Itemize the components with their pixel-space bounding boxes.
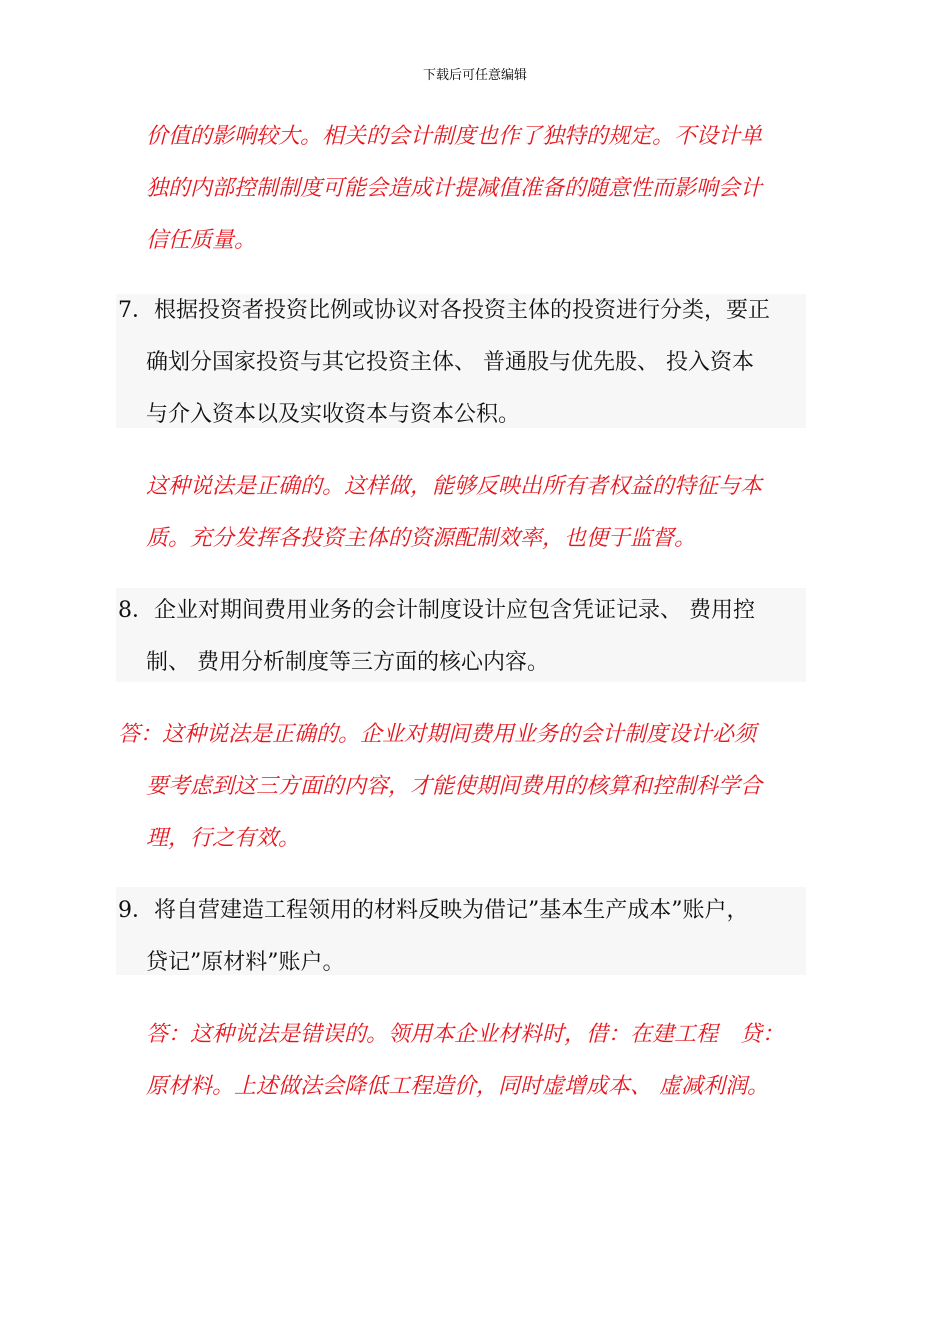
question-7-line-2: 确划分国家投资与其它投资主体、 普通股与优先股、 投入资本	[146, 350, 754, 375]
question-9-line-1: 9．将自营建造工程领用的材料反映为借记”基本生产成本”账户，	[118, 898, 749, 923]
answer-9-line-2: 原材料。上述做法会降低工程造价，同时虚增成本、 虚减利润。	[146, 1074, 769, 1099]
question-9-line-2: 贷记”原材料”账户。	[146, 950, 345, 975]
intro-answer-line-3: 信任质量。	[146, 228, 257, 253]
question-8-line-2: 制、 费用分析制度等三方面的核心内容。	[146, 650, 549, 675]
intro-answer-line-1: 价值的影响较大。相关的会计制度也作了独特的规定。不设计单	[146, 124, 763, 149]
answer-7-line-1: 这种说法是正确的。这样做，能够反映出所有者权益的特征与本	[146, 474, 763, 499]
question-7-line-1: 7．根据投资者投资比例或协议对各投资主体的投资进行分类，要正	[118, 298, 770, 323]
answer-9-line-1: 答：这种说法是错误的。领用本企业材料时，借：在建工程 贷：	[146, 1022, 785, 1047]
question-7-line-3: 与介入资本以及实收资本与资本公积。	[146, 402, 521, 427]
answer-8-line-2: 要考虑到这三方面的内容，才能使期间费用的核算和控制科学合	[146, 774, 763, 799]
page-header: 下载后可任意编辑	[422, 68, 527, 83]
question-8-line-1: 8．企业对期间费用业务的会计制度设计应包含凭证记录、 费用控	[118, 598, 755, 623]
intro-answer-line-2: 独的内部控制制度可能会造成计提减值准备的随意性而影响会计	[146, 176, 763, 201]
answer-8-line-3: 理，行之有效。	[146, 826, 301, 851]
answer-7-line-2: 质。充分发挥各投资主体的资源配制效率，也便于监督。	[146, 526, 697, 551]
answer-8-line-1: 答：这种说法是正确的。企业对期间费用业务的会计制度设计必须	[118, 722, 757, 747]
